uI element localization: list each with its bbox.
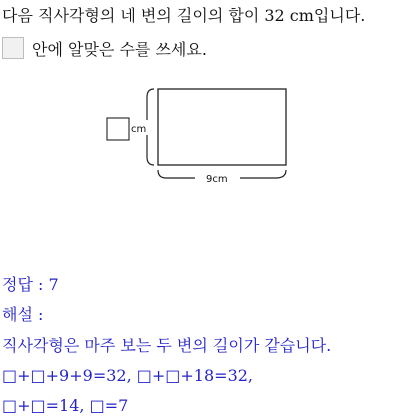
side-length-box bbox=[107, 118, 129, 140]
explanation-label: 해설 : bbox=[2, 305, 44, 324]
problem-line-1: 다음 직사각형의 네 변의 길이의 합이 32 cm입니다. bbox=[2, 6, 366, 25]
answer-label: 정답 : 7 bbox=[2, 275, 59, 294]
left-side-brace bbox=[147, 89, 154, 165]
explanation-line-1: 직사각형은 마주 보는 두 변의 길이가 같습니다. bbox=[2, 336, 332, 355]
explanation-line-3: □+□=14, □=7 bbox=[2, 396, 129, 415]
rectangle-shape bbox=[158, 89, 286, 165]
side-length-unit: cm bbox=[131, 124, 147, 135]
explanation-line-2: □+□+9+9=32, □+□+18=32, bbox=[2, 366, 254, 385]
bottom-length-label: 9cm bbox=[206, 174, 228, 185]
problem-line-2-text: 안에 알맞은 수를 쓰세요. bbox=[32, 40, 207, 59]
